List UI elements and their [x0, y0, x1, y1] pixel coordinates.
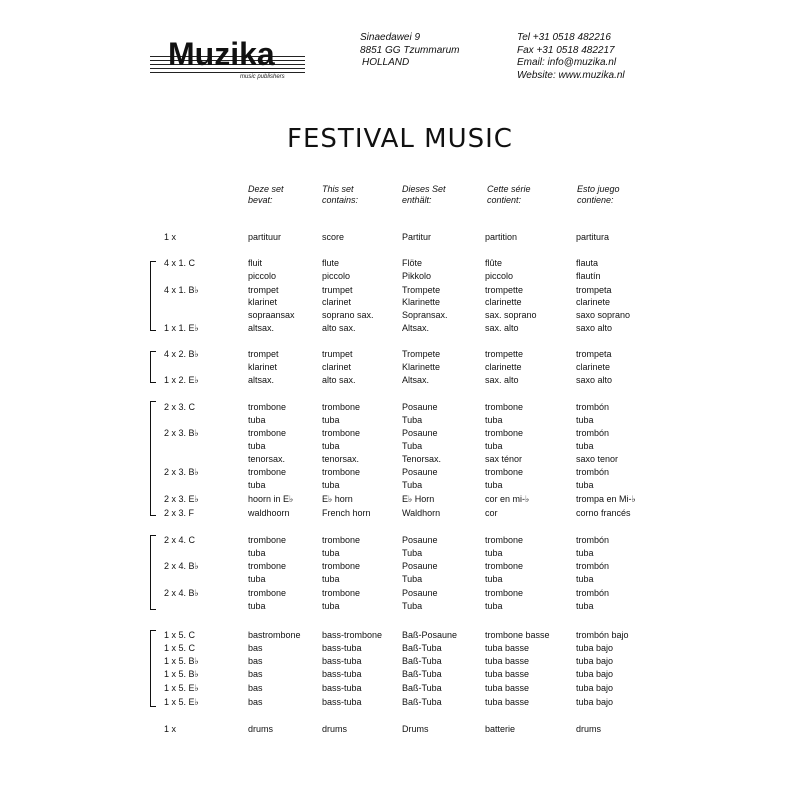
- contact-fax: Fax +31 0518 482217: [517, 44, 615, 56]
- contact-block: [517, 32, 625, 82]
- label-es: saxo tenor: [576, 454, 619, 464]
- label-fr: tuba basse: [485, 669, 530, 679]
- label-en: trumpet: [322, 285, 353, 295]
- contact-phone: Tel +31 0518 482216: [517, 32, 611, 43]
- label-es: tuba bajo: [576, 683, 614, 693]
- column-header-nl: [248, 184, 284, 206]
- label-nl: tuba: [248, 415, 266, 425]
- label-fr: sax. alto: [485, 323, 519, 333]
- label-es: tuba: [576, 441, 594, 451]
- label-de: Posaune: [402, 467, 438, 477]
- label-fr: tuba: [485, 415, 503, 425]
- column-header-line: contient:: [487, 195, 522, 205]
- label-fr: tuba: [485, 548, 503, 558]
- label-nl: bas: [248, 669, 263, 679]
- label-fr: tuba basse: [485, 643, 530, 653]
- label-fr: tuba basse: [485, 683, 530, 693]
- bracket-tick: [150, 609, 156, 610]
- label-en: E♭ horn: [322, 494, 353, 504]
- group-bracket: [150, 401, 151, 515]
- label-es: tuba bajo: [576, 669, 614, 679]
- bracket-tick: [150, 382, 156, 383]
- label-es: tuba: [576, 548, 594, 558]
- label-nl: fluit: [248, 258, 263, 268]
- part-count: 1 x 5. C: [164, 630, 196, 640]
- label-es: trombón bajo: [576, 630, 629, 640]
- label-fr: trombone: [485, 561, 524, 571]
- label-de: Trompete: [402, 349, 441, 359]
- label-nl: altsax.: [248, 323, 275, 333]
- label-es: clarinete: [576, 297, 611, 307]
- part-count: 2 x 4. B♭: [164, 588, 199, 598]
- part-count: 4 x 1. C: [164, 258, 196, 268]
- label-en: clarinet: [322, 362, 352, 372]
- label-en: alto sax.: [322, 375, 356, 385]
- label-es: drums: [576, 724, 602, 734]
- label-en: trombone: [322, 561, 361, 571]
- label-nl: hoorn in E♭: [248, 494, 294, 504]
- group-bracket: [150, 261, 151, 330]
- column-header-de: [402, 184, 446, 206]
- label-nl: trombone: [248, 535, 287, 545]
- label-de: Waldhorn: [402, 508, 441, 518]
- bracket-tick: [150, 351, 156, 352]
- label-de: Baß-Tuba: [402, 683, 442, 693]
- label-de: Klarinette: [402, 362, 441, 372]
- column-header-line: bevat:: [248, 195, 273, 205]
- label-de: Posaune: [402, 535, 438, 545]
- address-line: 8851 GG Tzummarum: [360, 44, 460, 56]
- label-es: tuba bajo: [576, 697, 614, 707]
- label-nl: tuba: [248, 480, 266, 490]
- label-fr: cor: [485, 508, 498, 518]
- label-nl: altsax.: [248, 375, 275, 385]
- logo-brand: Muzika: [168, 36, 275, 72]
- page-title: FESTIVAL MUSIC: [287, 124, 513, 154]
- part-count: 1 x 2. E♭: [164, 375, 199, 385]
- label-es: trompeta: [576, 285, 612, 295]
- label-nl: trompet: [248, 285, 279, 295]
- part-count: 1 x 5. C: [164, 643, 196, 653]
- label-nl: tenorsax.: [248, 454, 286, 464]
- label-en: trumpet: [322, 349, 353, 359]
- label-fr: tuba: [485, 480, 503, 490]
- label-fr: trombone: [485, 535, 524, 545]
- label-de: Altsax.: [402, 375, 430, 385]
- label-nl: klarinet: [248, 362, 278, 372]
- address-line: Sinaedawei 9: [360, 32, 421, 43]
- group-bracket: [150, 351, 151, 382]
- label-de: Baß-Tuba: [402, 697, 442, 707]
- label-nl: trombone: [248, 428, 287, 438]
- label-de: Posaune: [402, 428, 438, 438]
- address-line: HOLLAND: [362, 57, 410, 68]
- label-de: Tuba: [402, 441, 423, 451]
- part-count: 1 x 5. B♭: [164, 669, 199, 679]
- part-count: 2 x 3. E♭: [164, 494, 199, 504]
- label-nl: bas: [248, 643, 263, 653]
- column-header-line: enthält:: [402, 195, 432, 205]
- label-en: trombone: [322, 588, 361, 598]
- column-header-es: [577, 184, 620, 206]
- label-fr: sax. alto: [485, 375, 519, 385]
- label-de: Altsax.: [402, 323, 430, 333]
- group-bracket: [150, 535, 151, 609]
- label-nl: tuba: [248, 601, 266, 611]
- label-es: trombón: [576, 588, 610, 598]
- address-block: [360, 32, 459, 70]
- label-de: Tuba: [402, 480, 423, 490]
- label-en: tuba: [322, 480, 340, 490]
- part-count: 2 x 4. B♭: [164, 561, 199, 571]
- label-fr: batterie: [485, 724, 516, 734]
- label-nl: trombone: [248, 588, 287, 598]
- part-count: 4 x 1. B♭: [164, 285, 199, 295]
- label-nl: trombone: [248, 467, 287, 477]
- label-en: bass-tuba: [322, 643, 362, 653]
- bracket-tick: [150, 261, 156, 262]
- label-fr: cor en mi-♭: [485, 494, 530, 504]
- label-de: Tuba: [402, 548, 423, 558]
- label-nl: bas: [248, 697, 263, 707]
- label-fr: tuba basse: [485, 656, 530, 666]
- label-de: Baß-Tuba: [402, 656, 442, 666]
- label-es: trombón: [576, 467, 610, 477]
- part-count: 2 x 4. C: [164, 535, 196, 545]
- label-en: flute: [322, 258, 340, 268]
- label-de: Drums: [402, 724, 429, 734]
- label-en: bass-tuba: [322, 697, 362, 707]
- part-count: 1 x: [164, 724, 177, 734]
- label-de: Partitur: [402, 232, 432, 242]
- column-header-line: contains:: [322, 195, 359, 205]
- column-header-line: Dieses Set: [402, 184, 446, 194]
- column-header-line: This set: [322, 184, 354, 194]
- label-es: trombón: [576, 402, 610, 412]
- contact-email: Email: info@muzika.nl: [517, 57, 617, 68]
- label-en: bass-tuba: [322, 669, 362, 679]
- part-count: 2 x 3. F: [164, 508, 195, 518]
- label-de: Klarinette: [402, 297, 441, 307]
- label-en: bass-trombone: [322, 630, 383, 640]
- label-fr: tuba: [485, 441, 503, 451]
- label-fr: trompette: [485, 285, 524, 295]
- label-de: Tuba: [402, 415, 423, 425]
- label-es: flauta: [576, 258, 599, 268]
- label-en: trombone: [322, 467, 361, 477]
- label-nl: klarinet: [248, 297, 278, 307]
- bracket-tick: [150, 535, 156, 536]
- label-fr: tuba: [485, 601, 503, 611]
- label-fr: sax. soprano: [485, 310, 537, 320]
- label-de: Baß-Posaune: [402, 630, 458, 640]
- label-nl: waldhoorn: [248, 508, 290, 518]
- label-fr: trombone basse: [485, 630, 550, 640]
- label-en: alto sax.: [322, 323, 356, 333]
- label-de: Tuba: [402, 574, 423, 584]
- label-nl: trompet: [248, 349, 279, 359]
- label-de: Sopransax.: [402, 310, 448, 320]
- label-nl: drums: [248, 724, 274, 734]
- label-fr: sax ténor: [485, 454, 523, 464]
- label-es: tuba: [576, 574, 594, 584]
- group-bracket: [150, 630, 151, 706]
- label-es: saxo soprano: [576, 310, 631, 320]
- column-header-en: [322, 184, 358, 206]
- label-fr: partition: [485, 232, 518, 242]
- column-header-fr: [487, 184, 531, 206]
- label-nl: tuba: [248, 548, 266, 558]
- bracket-tick: [150, 401, 156, 402]
- label-fr: trombone: [485, 467, 524, 477]
- label-es: trombón: [576, 561, 610, 571]
- label-en: trombone: [322, 535, 361, 545]
- label-de: Trompete: [402, 285, 441, 295]
- part-count: 1 x 1. E♭: [164, 323, 199, 333]
- label-fr: trompette: [485, 349, 524, 359]
- part-count: 2 x 3. B♭: [164, 428, 199, 438]
- label-nl: trombone: [248, 561, 287, 571]
- label-fr: clarinette: [485, 297, 522, 307]
- label-nl: tuba: [248, 574, 266, 584]
- label-fr: clarinette: [485, 362, 522, 372]
- label-de: Tuba: [402, 601, 423, 611]
- part-count: 4 x 2. B♭: [164, 349, 199, 359]
- label-nl: trombone: [248, 402, 287, 412]
- bracket-tick: [150, 630, 156, 631]
- label-es: tuba bajo: [576, 656, 614, 666]
- label-en: clarinet: [322, 297, 352, 307]
- label-es: trompa en Mi-♭: [576, 494, 636, 504]
- label-fr: tuba basse: [485, 697, 530, 707]
- label-es: tuba bajo: [576, 643, 614, 653]
- column-header-line: Cette série: [487, 184, 531, 194]
- label-en: French horn: [322, 508, 371, 518]
- label-en: tuba: [322, 574, 340, 584]
- label-de: Posaune: [402, 561, 438, 571]
- label-de: Baß-Tuba: [402, 669, 442, 679]
- label-fr: trombone: [485, 428, 524, 438]
- label-nl: bas: [248, 656, 263, 666]
- bracket-tick: [150, 515, 156, 516]
- label-nl: piccolo: [248, 271, 277, 281]
- label-en: tenorsax.: [322, 454, 360, 464]
- label-en: drums: [322, 724, 348, 734]
- logo-subtitle: music publishers: [240, 74, 285, 80]
- label-de: E♭ Horn: [402, 494, 435, 504]
- label-en: bass-tuba: [322, 656, 362, 666]
- label-es: saxo alto: [576, 375, 613, 385]
- part-count: 2 x 3. B♭: [164, 467, 199, 477]
- contact-website: Website: www.muzika.nl: [517, 69, 625, 81]
- label-es: partitura: [576, 232, 610, 242]
- label-es: saxo alto: [576, 323, 613, 333]
- label-en: tuba: [322, 548, 340, 558]
- label-nl: bastrombone: [248, 630, 301, 640]
- label-fr: tuba: [485, 574, 503, 584]
- label-nl: sopraansax: [248, 310, 295, 320]
- muzika-logo: [150, 34, 310, 84]
- label-nl: tuba: [248, 441, 266, 451]
- label-en: tuba: [322, 415, 340, 425]
- label-es: clarinete: [576, 362, 611, 372]
- label-es: flautín: [576, 271, 601, 281]
- label-fr: trombone: [485, 402, 524, 412]
- label-fr: piccolo: [485, 271, 514, 281]
- label-en: trombone: [322, 402, 361, 412]
- part-count: 1 x 5. E♭: [164, 683, 199, 693]
- label-en: tuba: [322, 441, 340, 451]
- label-en: score: [322, 232, 345, 242]
- bracket-tick: [150, 706, 156, 707]
- label-nl: partituur: [248, 232, 282, 242]
- label-de: Baß-Tuba: [402, 643, 442, 653]
- part-count: 1 x 5. E♭: [164, 697, 199, 707]
- label-en: tuba: [322, 601, 340, 611]
- label-es: tuba: [576, 480, 594, 490]
- label-es: trombón: [576, 428, 610, 438]
- column-header-line: Esto juego: [577, 184, 620, 194]
- label-en: piccolo: [322, 271, 351, 281]
- part-count: 1 x 5. B♭: [164, 656, 199, 666]
- part-count: 1 x: [164, 232, 177, 242]
- label-es: corno francés: [576, 508, 631, 518]
- label-es: trompeta: [576, 349, 612, 359]
- label-fr: trombone: [485, 588, 524, 598]
- label-en: trombone: [322, 428, 361, 438]
- column-header-line: contiene:: [577, 195, 614, 205]
- label-es: tuba: [576, 415, 594, 425]
- label-en: bass-tuba: [322, 683, 362, 693]
- label-es: trombón: [576, 535, 610, 545]
- label-en: soprano sax.: [322, 310, 374, 320]
- label-es: tuba: [576, 601, 594, 611]
- label-fr: flûte: [485, 258, 503, 268]
- bracket-tick: [150, 330, 156, 331]
- label-de: Posaune: [402, 402, 438, 412]
- label-de: Tenorsax.: [402, 454, 442, 464]
- label-de: Pikkolo: [402, 271, 432, 281]
- part-count: 2 x 3. C: [164, 402, 196, 412]
- label-nl: bas: [248, 683, 263, 693]
- label-de: Posaune: [402, 588, 438, 598]
- label-de: Flöte: [402, 258, 423, 268]
- column-header-line: Deze set: [248, 184, 284, 194]
